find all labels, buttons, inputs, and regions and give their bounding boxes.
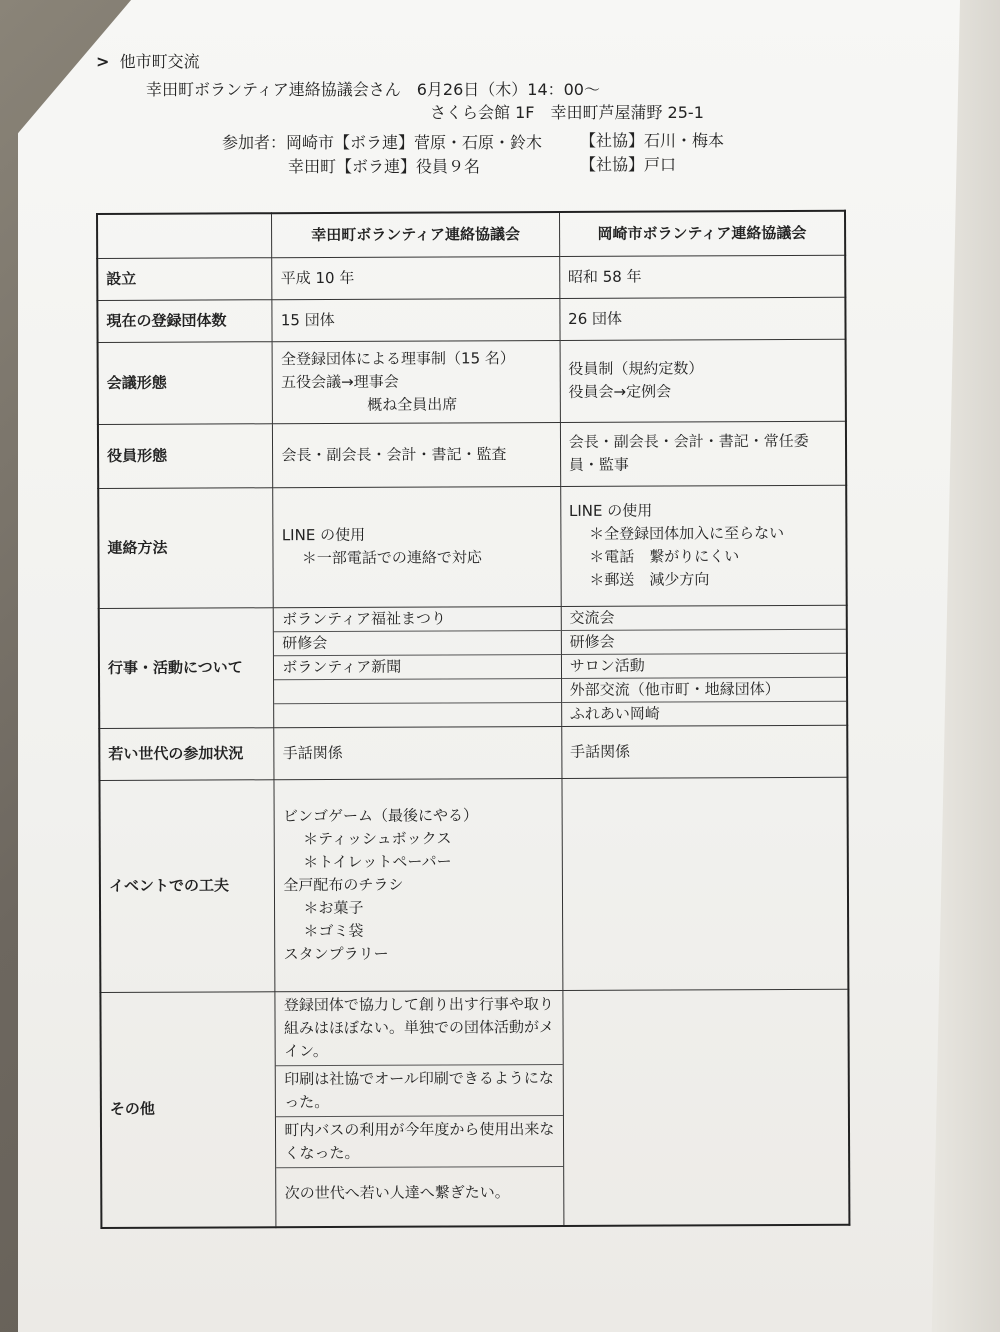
table-row bbox=[99, 777, 848, 992]
cell-line: ＊全登録団体加入に至らない bbox=[589, 524, 785, 543]
cell-okazaki: 手話関係 bbox=[561, 725, 847, 778]
cell-line: ＊電話 繋がりにくい bbox=[589, 547, 740, 566]
cell-line: 役員制（規約定数） bbox=[568, 359, 704, 378]
comparison-table bbox=[96, 210, 850, 1229]
cell-subrow: 印刷は社協でオール印刷できるようになった。 bbox=[276, 1064, 563, 1116]
participants-koda: 幸田町【ボラ連】役員９名 bbox=[288, 157, 481, 176]
cell-subrow: 外部交流（他市町・地縁団体） bbox=[562, 677, 846, 702]
cell-line: 概ね全員出席 bbox=[367, 394, 458, 414]
participants-okazaki: 岡崎市【ボラ連】菅原・石原・鈴木 bbox=[286, 133, 543, 152]
venue-line: さくら会館 1F 幸田町芦屋蒲野 25-1 bbox=[430, 103, 704, 122]
cell-koda: 15 団体 bbox=[272, 298, 559, 341]
col-header-koda: 幸田町ボランティア連絡協議会 bbox=[272, 212, 559, 257]
cell-koda bbox=[274, 778, 562, 991]
table-header-row bbox=[97, 211, 845, 258]
cell-subrow: 登録団体で協力して創り出す行事や取り組みはほぼない。単独での団体活動がメイン。 bbox=[276, 990, 563, 1065]
cell-line: ＊ゴミ袋 bbox=[303, 921, 364, 940]
cell-subrow: 次の世代へ若い人達へ繋ぎたい。 bbox=[284, 1182, 510, 1202]
cell-subrow: 町内バスの利用が今年度から使用出来なくなった。 bbox=[276, 1115, 563, 1167]
cell-line: 五役会議→理事会 bbox=[281, 372, 399, 391]
cell-line: 全登録団体による理事制（15 名） bbox=[280, 348, 515, 368]
cell-koda: 平成 10 年 bbox=[272, 256, 559, 299]
cell-line: ＊トイレットペーパー bbox=[303, 851, 452, 871]
cell-okazaki bbox=[563, 989, 850, 1226]
cell-koda bbox=[275, 990, 563, 1227]
participants-label: 参加者： bbox=[222, 133, 287, 152]
participants-line-a bbox=[222, 131, 542, 155]
participants-koda-shakyo: 【社協】戸口 bbox=[580, 155, 677, 174]
row-label: 会議形態 bbox=[98, 341, 273, 424]
table-row bbox=[98, 421, 846, 488]
cell-subrow: ふれあい岡崎 bbox=[569, 704, 660, 723]
cell-subrow bbox=[274, 678, 560, 703]
cell-line: 役員会→定例会 bbox=[568, 382, 672, 401]
cell-line: LINE の使用 bbox=[281, 525, 366, 545]
cell-okazaki: 会長・副会長・会計・書記・常任委員・監事 bbox=[560, 421, 846, 486]
row-label: 役員形態 bbox=[98, 423, 273, 488]
cell-line: ＊一部電話での連絡で対応 bbox=[301, 548, 482, 568]
row-label: イベントでの工夫 bbox=[99, 779, 275, 992]
table-row bbox=[100, 989, 849, 1228]
cell-okazaki: 昭和 58 年 bbox=[559, 255, 845, 298]
cell-line: スタンプラリー bbox=[283, 944, 389, 963]
cell-subrow bbox=[275, 702, 561, 726]
cell-subrow: 交流会 bbox=[561, 605, 845, 630]
cell-koda: 会長・副会長・会計・書記・監査 bbox=[273, 422, 561, 487]
cell-line: ＊郵送 減少方向 bbox=[589, 570, 710, 589]
cell-koda bbox=[272, 340, 560, 423]
table-row bbox=[99, 605, 848, 728]
row-label: その他 bbox=[100, 991, 276, 1228]
cell-koda: 手話関係 bbox=[274, 726, 562, 779]
col-header-okazaki: 岡崎市ボランティア連絡協議会 bbox=[559, 211, 845, 256]
cell-okazaki bbox=[561, 605, 847, 726]
corner-cell bbox=[97, 213, 272, 258]
cell-subrow: 研修会 bbox=[562, 629, 846, 654]
cell-subrow: ボランティア新聞 bbox=[274, 654, 560, 679]
cell-koda bbox=[274, 606, 562, 727]
cell-subrow: 研修会 bbox=[274, 630, 560, 655]
cell-line: ＊お菓子 bbox=[303, 898, 364, 917]
cell-okazaki bbox=[562, 777, 849, 990]
row-label: 連絡方法 bbox=[98, 487, 273, 608]
row-label: 行事・活動について bbox=[99, 607, 274, 728]
row-label: 現在の登録団体数 bbox=[97, 299, 272, 342]
table-row bbox=[97, 297, 845, 342]
meeting-line: 幸田町ボランティア連絡協議会さん 6月26日（木）14：00〜 bbox=[146, 80, 600, 99]
table-row bbox=[98, 339, 846, 424]
cell-subrow: サロン活動 bbox=[562, 653, 846, 678]
cell-okazaki: 26 団体 bbox=[560, 297, 846, 340]
row-label: 設立 bbox=[97, 257, 272, 300]
cell-line: ビンゴゲーム（最後にやる） bbox=[282, 805, 479, 825]
cell-okazaki bbox=[560, 485, 846, 606]
arrow-bullet-icon: > bbox=[96, 52, 110, 71]
cell-okazaki bbox=[560, 339, 846, 422]
cell-line: 全戸配布のチラシ bbox=[283, 875, 404, 894]
section-title-line bbox=[96, 50, 200, 74]
section-title: 他市町交流 bbox=[119, 52, 200, 71]
cell-line: LINE の使用 bbox=[568, 501, 653, 520]
cell-line: ＊ティッシュボックス bbox=[303, 828, 452, 848]
table-row bbox=[98, 485, 847, 608]
table-row bbox=[99, 725, 847, 780]
participants-okazaki-shakyo: 【社協】石川・梅本 bbox=[580, 131, 725, 150]
cell-subrow: ボランティア福祉まつり bbox=[274, 606, 560, 631]
table-row bbox=[97, 255, 845, 300]
row-label: 若い世代の参加状況 bbox=[99, 727, 274, 780]
cell-koda bbox=[273, 486, 561, 607]
